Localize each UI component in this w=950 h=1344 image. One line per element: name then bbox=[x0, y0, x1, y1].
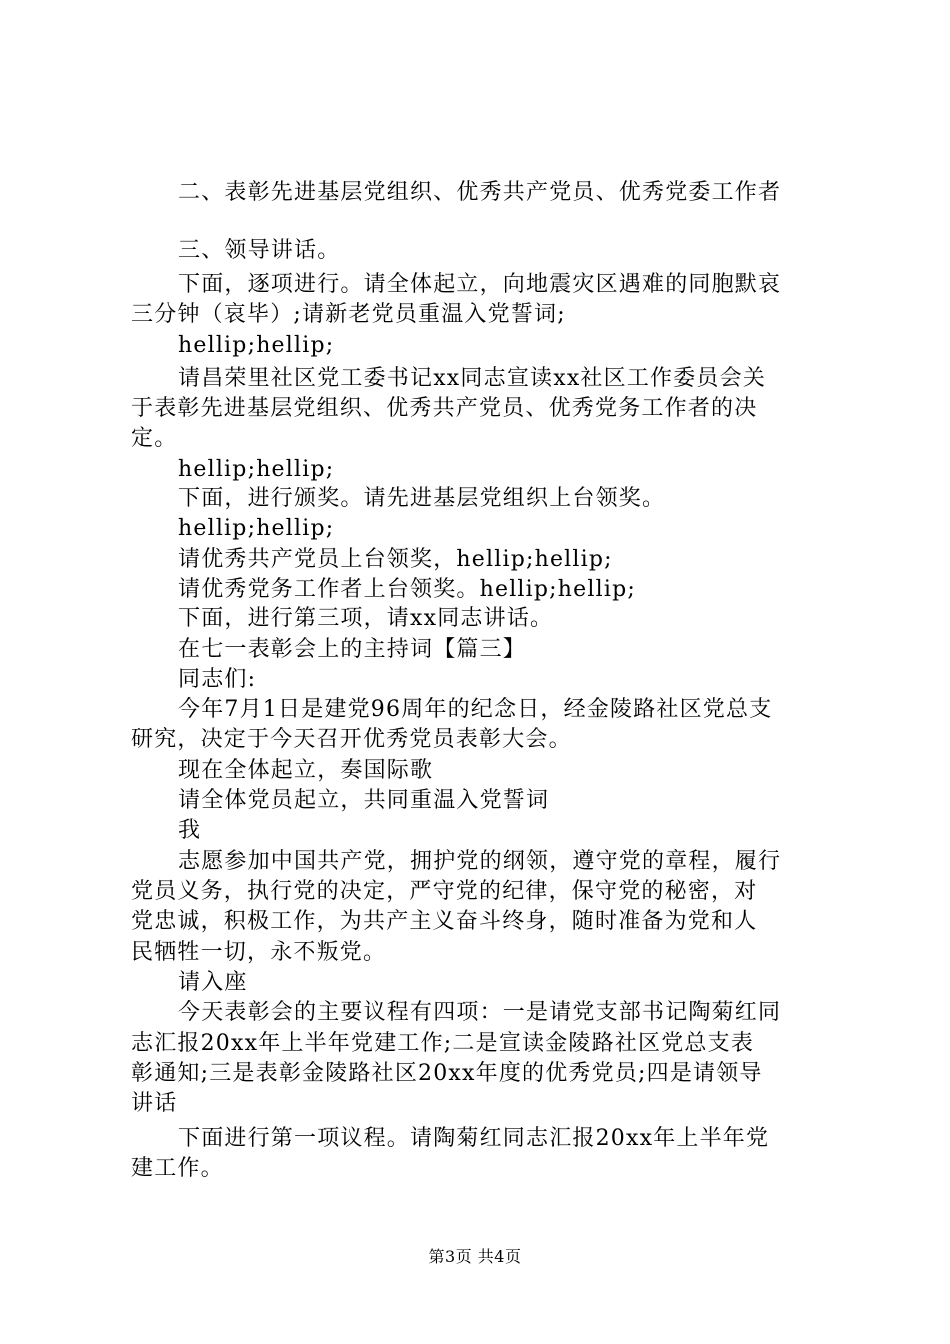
paragraph-line: 志汇报20xx年上半年党建工作;二是宣读金陵路社区党总支表 bbox=[131, 1031, 755, 1056]
paragraph-line: 研究，决定于今天召开优秀党员表彰大会。 bbox=[131, 727, 572, 752]
paragraph-line: 于表彰先进基层党组织、优秀共产党员、优秀党务工作者的决 bbox=[131, 396, 758, 421]
paragraph-line: 三分钟（哀毕）;请新老党员重温入党誓词; bbox=[131, 302, 566, 327]
paragraph-line: 下面进行第一项议程。请陶菊红同志汇报20xx年上半年党 bbox=[178, 1126, 770, 1151]
paragraph-line: 党员义务，执行党的决定，严守党的纪律，保守党的秘密，对 bbox=[131, 879, 758, 904]
paragraph-line: 在七一表彰会上的主持词【篇三】 bbox=[178, 637, 527, 662]
paragraph-line: 请全体党员起立，共同重温入党誓词 bbox=[178, 788, 550, 813]
paragraph-line: 今天表彰会的主要议程有四项：一是请党支部书记陶菊红同 bbox=[178, 1000, 782, 1025]
paragraph-line: hellip;hellip; bbox=[178, 457, 335, 482]
paragraph-line: 今年7月1日是建党96周年的纪念日，经金陵路社区党总支 bbox=[178, 697, 773, 722]
paragraph-line: 同志们: bbox=[178, 667, 257, 692]
paragraph-line: 现在全体起立，奏国际歌 bbox=[178, 758, 434, 783]
paragraph-line: 志愿参加中国共产党，拥护党的纲领，遵守党的章程，履行 bbox=[178, 849, 782, 874]
paragraph-line: 请昌荣里社区党工委书记xx同志宣读xx社区工作委员会关 bbox=[178, 366, 767, 391]
paragraph-line: 彰通知;三是表彰金陵路社区20xx年度的优秀党员;四是请领导 bbox=[131, 1061, 763, 1086]
page-footer: 第3页 共4页 bbox=[428, 1247, 522, 1266]
paragraph-line: 定。 bbox=[131, 426, 178, 451]
paragraph-line: 讲话 bbox=[131, 1091, 178, 1116]
paragraph-line: 下面，进行第三项，请xx同志讲话。 bbox=[178, 606, 554, 631]
paragraph-line: 下面，逐项进行。请全体起立，向地震灾区遇难的同胞默哀 bbox=[178, 272, 782, 297]
paragraph-line: 建工作。 bbox=[131, 1156, 224, 1181]
paragraph-line: hellip;hellip; bbox=[178, 516, 335, 541]
paragraph-line: 我 bbox=[178, 818, 202, 843]
paragraph-line: 请优秀共产党员上台领奖，hellip;hellip; bbox=[178, 547, 613, 572]
paragraph-line: 党忠诚，积极工作，为共产主义奋斗终身，随时准备为党和人 bbox=[131, 909, 758, 934]
paragraph-line: hellip;hellip; bbox=[178, 333, 335, 358]
paragraph-line: 请优秀党务工作者上台领奖。hellip;hellip; bbox=[178, 577, 636, 602]
paragraph-line: 民牺牲一切，永不叛党。 bbox=[131, 940, 387, 965]
paragraph-line: 二、表彰先进基层党组织、优秀共产党员、优秀党委工作者 bbox=[178, 180, 782, 205]
paragraph-line: 下面，进行颁奖。请先进基层党组织上台领奖。 bbox=[178, 486, 666, 511]
paragraph-line: 三、领导讲话。 bbox=[178, 238, 341, 263]
paragraph-line: 请入座 bbox=[178, 970, 248, 995]
